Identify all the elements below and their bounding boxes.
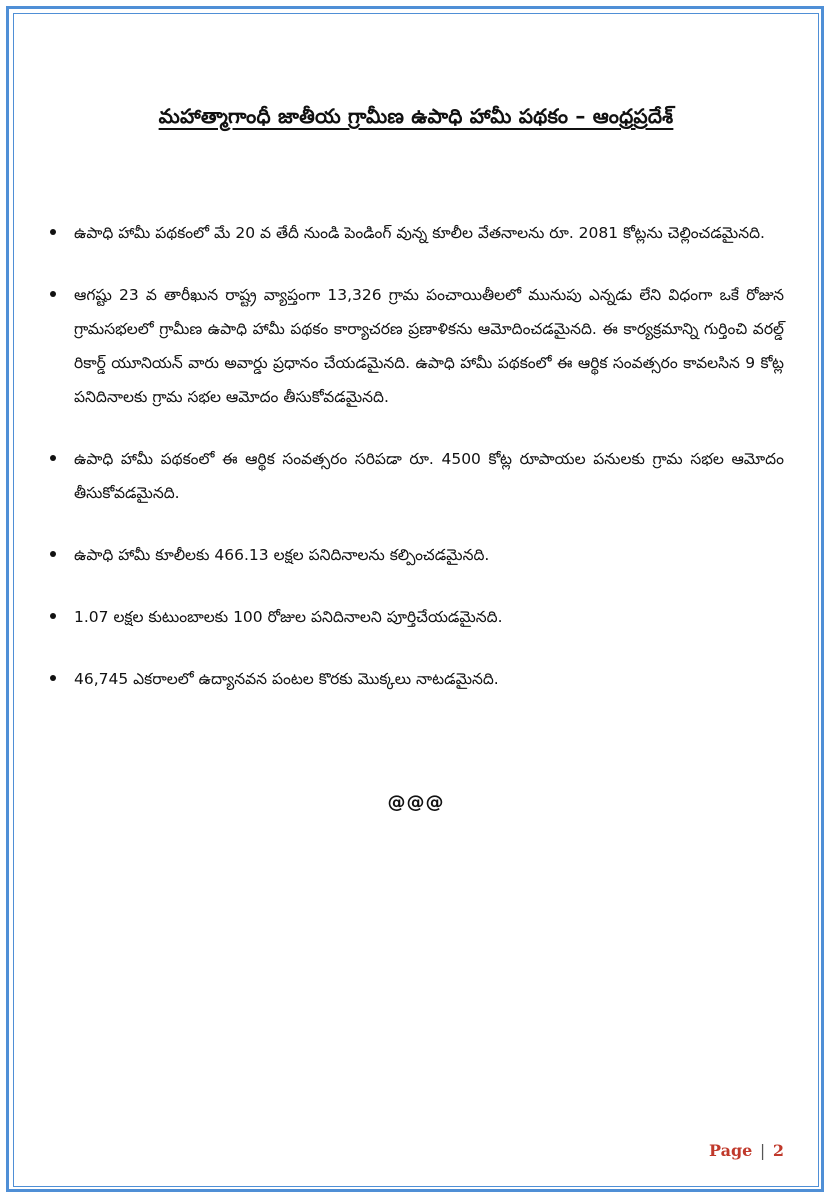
page-number: 2 <box>772 1141 784 1160</box>
bullet-item-6 <box>48 662 784 696</box>
bullet-text: 46,745 ఎకరాలలో ఉద్యానవన పంటల కొరకు మొక్కలు నాటడమైనది. <box>74 670 499 688</box>
bullet-item-2 <box>48 278 784 414</box>
bullet-text: ఆగష్టు 23 వ తారీఖున రాష్ట్ర వ్యాప్తంగా 13,326 గ్రామ పంచాయితీలలో మునుపు ఎన్నడు లేని విధంగా ఒకే రోజున గ్రామసభలలో గ్రామీణ ఉపాధి హామీ పథకం కార్యాచరణ ప్రణాళికను ఆమోదించడమైనది. ఈ కార్యక్రమాన్ని గుర్తించి వరల్డ్ రికార్డ్ యూనియన్ వారు అవార్డు ప్రధానం చేయడమైనది. ఉపాధి హామీ పథకంలో ఈ ఆర్థిక సంవత్సరం కావలసిన 9 కోట్ల పనిదినాలకు గ్రామ సభల ఆమోదం తీసుకోవడమైనది. <box>74 286 784 406</box>
bullet-item-1 <box>48 216 784 250</box>
bullet-text: ఉపాధి హామీ పథకంలో ఈ ఆర్థిక సంవత్సరం సరిపడా రూ. 4500 కోట్ల రూపాయల పనులకు గ్రామ సభల ఆమోదం తీసుకోవడమైనది. <box>74 450 784 502</box>
bullet-icon <box>50 613 56 619</box>
bullet-icon <box>50 229 56 235</box>
bullet-text: ఉపాధి హామీ కూలీలకు 466.13 లక్షల పనిదినాలను కల్పించడమైనది. <box>74 546 490 564</box>
bullet-text: ఉపాధి హామీ పథకంలో మే 20 వ తేదీ నుండి పెండింగ్ వున్న కూలీల వేతనాలను రూ. 2081 కోట్లను చెల్లించడమైనది. <box>74 224 765 242</box>
bullet-item-4 <box>48 538 784 572</box>
document-title: మహాత్మాగాంధీ జాతీయ గ్రామీణ ఉపాధి హామీ పథకం – ఆంధ్రప్రదేశ్ <box>158 104 674 128</box>
page-footer <box>709 1141 784 1160</box>
bullet-item-5 <box>48 600 784 634</box>
page-separator: | <box>759 1141 766 1160</box>
bullet-icon <box>50 675 56 681</box>
bullet-list <box>48 216 784 724</box>
page-label: Page <box>708 1141 753 1160</box>
bullet-icon <box>50 291 56 297</box>
bullet-text: 1.07 లక్షల కుటుంబాలకు 100 రోజుల పనిదినాలని పూర్తిచేయడమైనది. <box>74 608 503 626</box>
bullet-icon <box>50 455 56 461</box>
bullet-icon <box>50 551 56 557</box>
closing-mark: @@@ <box>387 792 445 813</box>
bullet-item-3 <box>48 442 784 510</box>
